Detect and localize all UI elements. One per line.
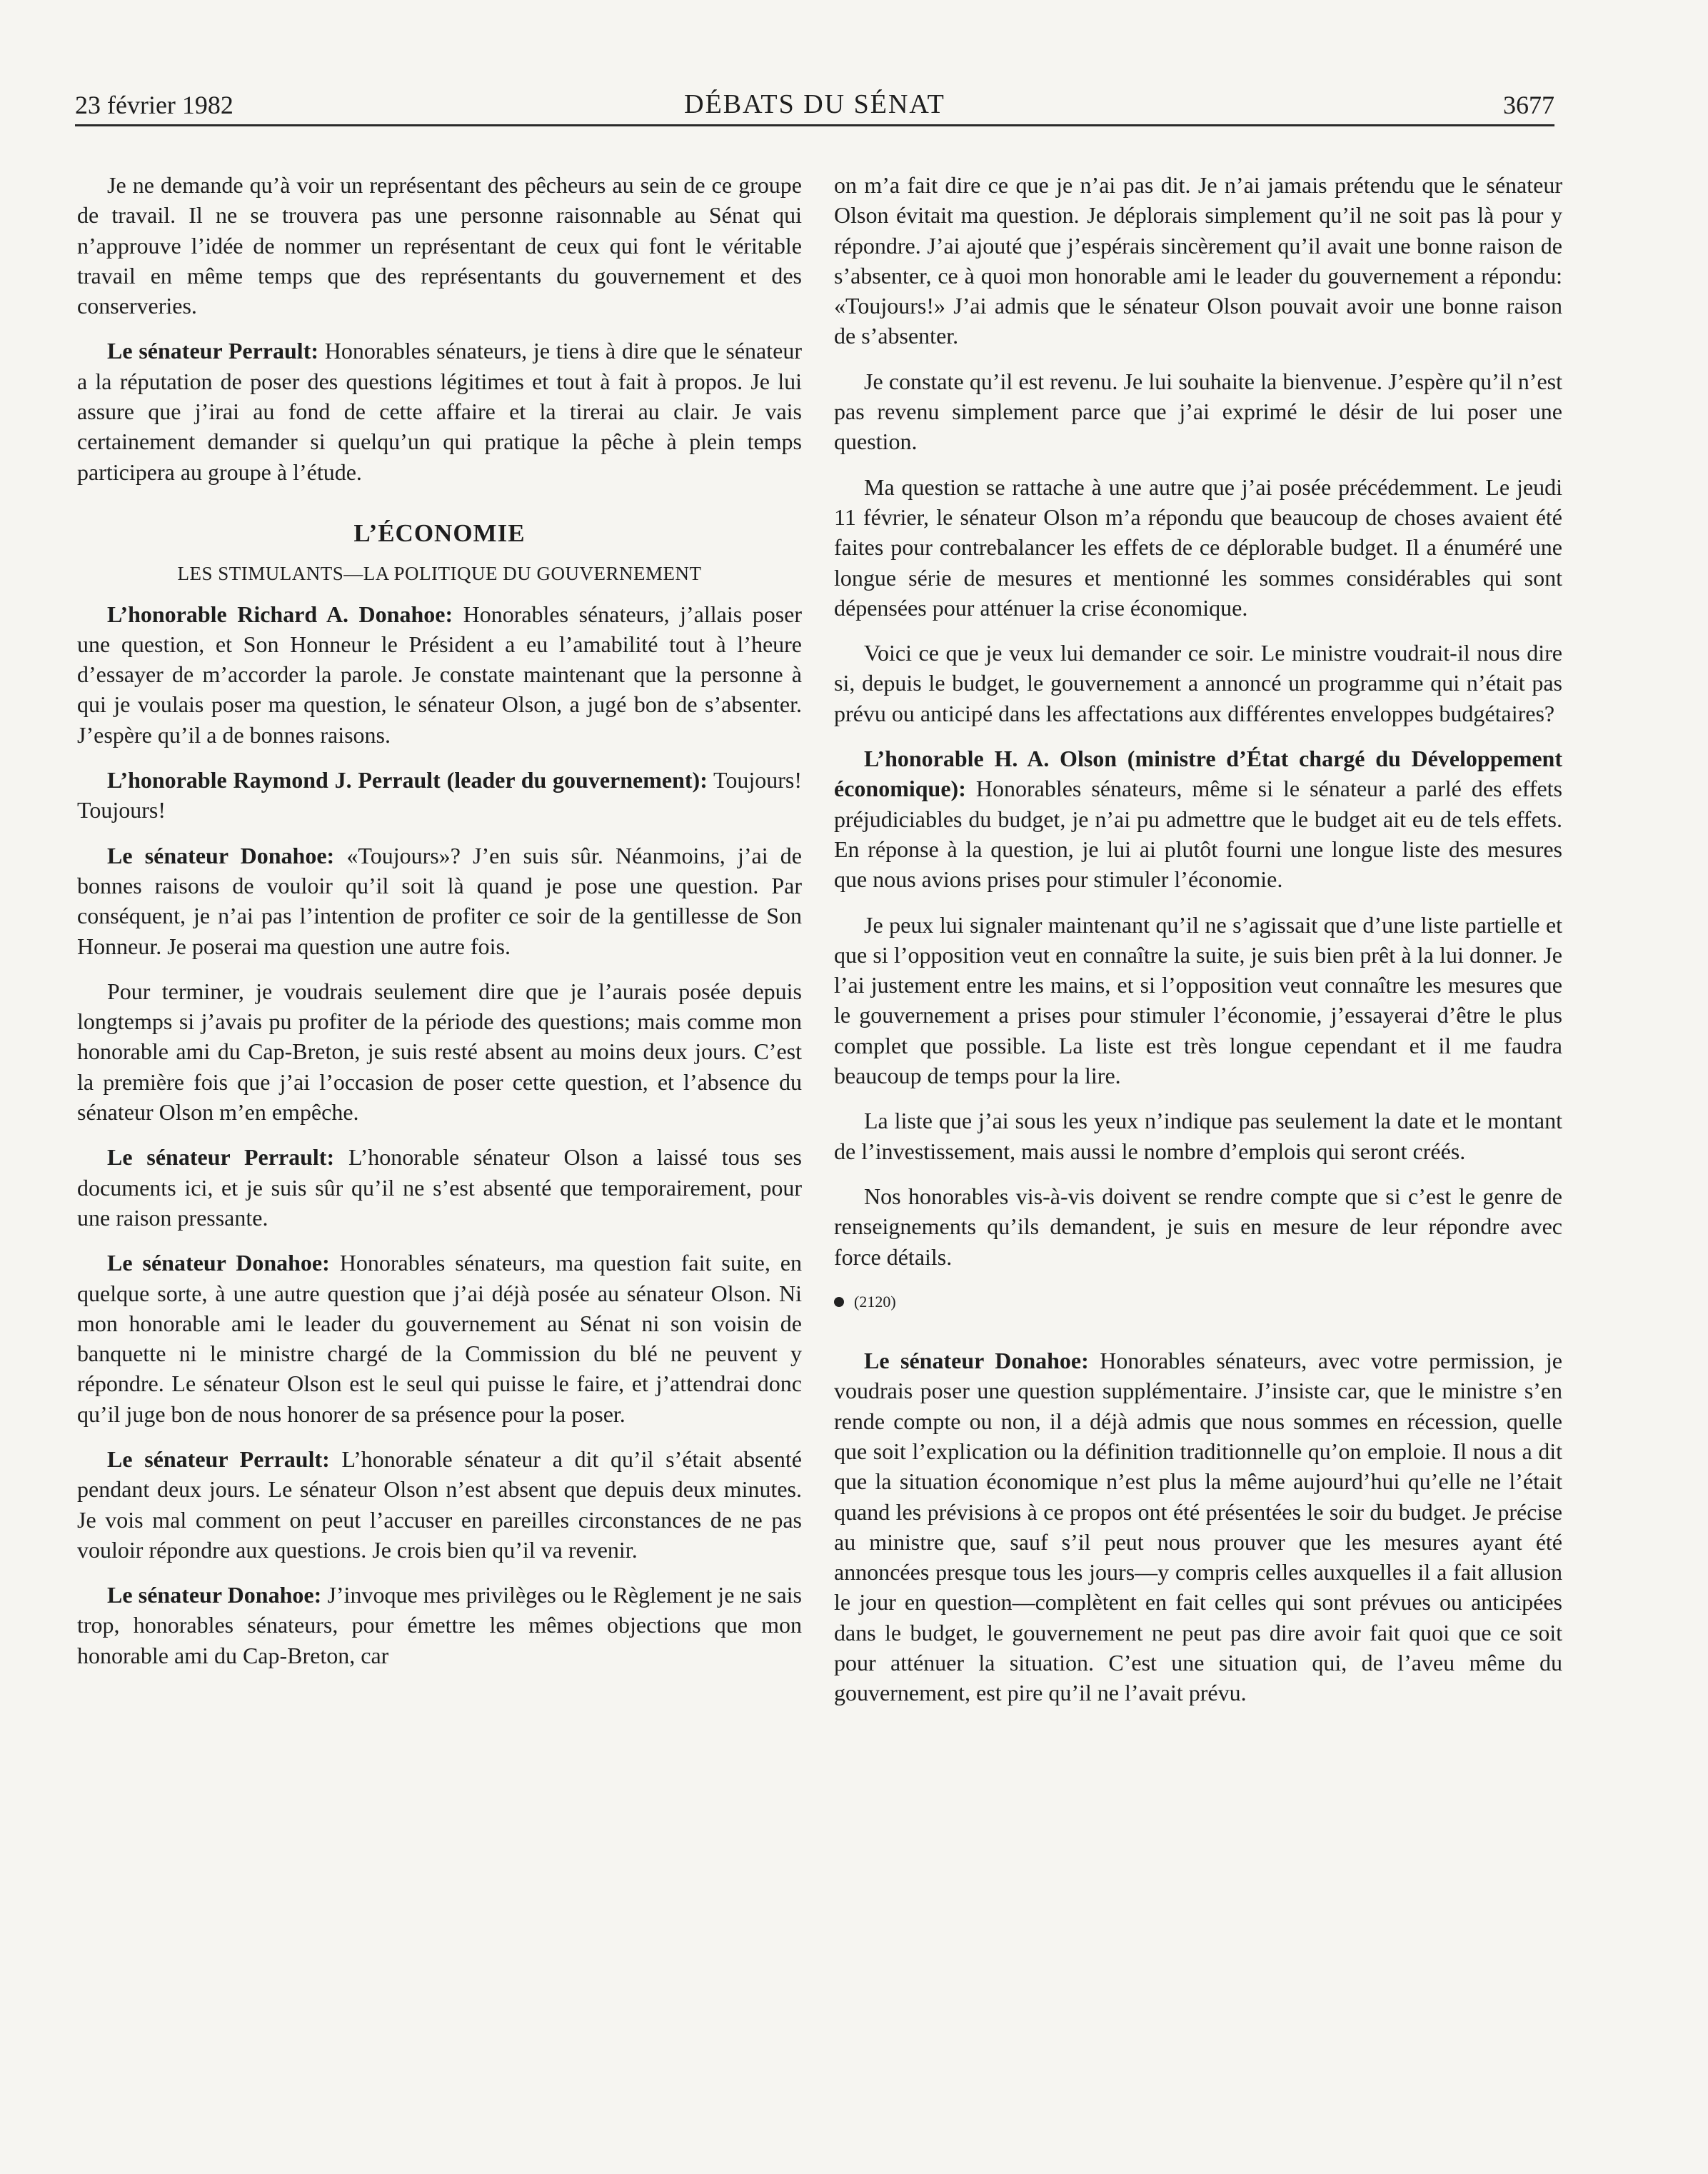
paragraph: [77, 1248, 802, 1429]
page-number: 3677: [1503, 91, 1554, 119]
speaker-name: L’honorable H. A. Olson (ministre d’État chargé du Développement économique):: [834, 746, 1562, 802]
bullet-icon: [834, 1297, 844, 1307]
paragraph-text: Honorables sénateurs, ma question fait suite, en quelque sorte, à une autre question que j’ai déjà posée au sénateur Olson. Ni mon honorable ami le leader du gouvernement au Sénat ni son voisin de banquette ni le ministre chargé de la Commission du blé ne peuvent y répondre. Le sénateur Olson est le seul qui puisse le faire, et j’attendrai donc qu’il juge bon de nous honorer de sa présence pour la poser.: [77, 1250, 803, 1427]
paragraph-text: L’honorable sénateur a dit qu’il s’était absenté pendant deux jours. Le sénateur Olson n’est absent que depuis deux minutes. Je vois mal comment on peut l’accuser en pareilles circonstances de ne pas vouloir répondre aux questions. Je crois bien qu’il va revenir.: [77, 1446, 803, 1563]
paragraph: [77, 976, 802, 1127]
paragraph: [834, 170, 1562, 351]
section-subtitle: LES STIMULANTS—LA POLITIQUE DU GOUVERNEMENT: [177, 563, 702, 585]
header-title: DÉBATS DU SÉNAT: [684, 89, 945, 119]
time-marker: [834, 1287, 1562, 1317]
paragraph: [834, 638, 1562, 728]
speaker-name: Le sénateur Donahoe:: [864, 1348, 1089, 1374]
speaker-name: Le sénateur Donahoe:: [107, 1250, 330, 1276]
speaker-name: L’honorable Raymond J. Perrault (leader du gouvernement):: [107, 767, 708, 793]
paragraph-text: «Toujours»? J’en suis sûr. Néanmoins, j’ai de bonnes raisons de vouloir qu’il soit là quand je pose une question. Par conséquent, je n’ai pas l’intention de profiter ce soir de la gentillesse de Son Honneur. Je poserai ma question une autre fois.: [77, 842, 803, 959]
paragraph: [834, 1106, 1562, 1166]
paragraph-text: on m’a fait dire ce que je n’ai pas dit. Je n’ai jamais prétendu que le sénateur Olson évitait ma question. Je déplorais simplement qu’il ne soit pas là pour y répondre. J’ai ajouté que j’espérais sincèrement qu’il avait une bonne raison de s’absenter, ce à quoi mon honorable ami le leader du gouvernement a répondu: «Toujours!» J’ai admis que le sénateur Olson pouvait avoir une bonne raison de s’absenter.: [834, 172, 1562, 349]
paragraph-text: Toujours! Toujours!: [77, 767, 803, 823]
speaker-name: Le sénateur Donahoe:: [107, 842, 335, 868]
section-title: L’ÉCONOMIE: [353, 519, 526, 547]
page-header: [75, 84, 1554, 126]
paragraph-text: La liste que j’ai sous les yeux n’indique pas seulement la date et le montant de l’investissement, mais aussi le nombre d’emplois qui seront créés.: [834, 1108, 1562, 1164]
paragraph-text: Honorables sénateurs, même si le sénateur a parlé des effets préjudiciables du budget, je n’ai pu admettre que le budget ait eu de tels effets. En réponse à la question, je lui ai plutôt fourni une longue liste des mesures que nous avions prises pour stimuler l’économie.: [834, 776, 1562, 893]
paragraph: [834, 366, 1562, 457]
paragraph: [77, 1444, 802, 1565]
speaker-name: L’honorable Richard A. Donahoe:: [107, 601, 453, 627]
paragraph: [77, 1142, 802, 1233]
right-column: [834, 170, 1562, 1723]
speaker-name: Le sénateur Perrault:: [107, 1144, 335, 1171]
paragraph-text: Nos honorables vis-à-vis doivent se rendre compte que si c’est le genre de renseignements qu’ils demandent, je suis en mesure de leur répondre avec force détails.: [834, 1183, 1562, 1270]
paragraph-text: Honorables sénateurs, avec votre permission, je voudrais poser une question supplémentaire. J’insiste car, que le ministre s’en rende compte ou non, il a déjà admis que nous sommes en récession, quelle que soit l’explication ou la définition traditionnelle qu’on emploie. Il nous a dit que la situation économique n’est plus la même aujourd’hui qu’elle ne l’était quand les prévisions à ce propos ont été présentées le soir du budget. Je précise au ministre que, sauf s’il peut nous prouver que les mesures ayant été annoncées presque tous les jours—y compris celles auxquelles il a fait allusion le jour en question—complètent en fait celles qui sont prévues ou anticipées dans le budget, le gouvernement ne peut pas dire avoir fait quoi que ce soit pour atténuer la situation. C’est une situation qui, de l’aveu même du gouvernement, est pire qu’il ne l’avait prévu.: [834, 1348, 1562, 1706]
paragraph-text: Honorables sénateurs, je tiens à dire que le sénateur a la réputation de poser des questions légitimes et tout à fait à propos. Je lui assure que j’irai au fond de cette affaire et la tirerai au clair. Je vais certainement demander si quelqu’un qui pratique la pêche à plein temps participera au groupe à l’étude.: [77, 338, 802, 485]
paragraph-text: Voici ce que je veux lui demander ce soir. Le ministre voudrait-il nous dire si, depuis le budget, le gouvernement a annoncé un programme qui n’était pas prévu ou anticipé dans les affectations aux différentes enveloppes budgétaires?: [834, 640, 1562, 726]
paragraph: [834, 743, 1562, 894]
paragraph: [834, 910, 1562, 1091]
paragraph: [77, 336, 802, 486]
header-date: 23 février 1982: [75, 91, 233, 119]
paragraph-text: Ma question se rattache à une autre que j’ai posée précédemment. Le jeudi 11 février, le sénateur Olson m’a répondu que beaucoup de choses avaient été faites pour contrebalancer les effets de ce déplorable budget. Il a énuméré une longue série de mesures et mentionné les sommes considérables qui sont dépensées pour atténuer la crise économique.: [834, 474, 1562, 621]
paragraph-text: Je ne demande qu’à voir un représentant des pêcheurs au sein de ce groupe de travail. Il ne se trouvera pas une personne raisonnable au Sénat qui n’approuve l’idée de nommer un représentant de ceux qui font le véritable travail en même temps que des représentants du gouvernement et des conserveries.: [77, 172, 802, 319]
paragraph-text: Pour terminer, je voudrais seulement dire que je l’aurais posée depuis longtemps si j’avais pu profiter de la période des questions; mais comme mon honorable ami du Cap-Breton, je suis resté absent au moins deux jours. C’est la première fois que j’ai l’occasion de poser cette question, et l’absence du sénateur Olson m’en empêche.: [77, 978, 802, 1126]
paragraph: [834, 472, 1562, 623]
speaker-name: Le sénateur Perrault:: [107, 338, 318, 364]
paragraph: [834, 1346, 1562, 1708]
speaker-name: Le sénateur Perrault:: [107, 1446, 330, 1472]
paragraph-text: Je constate qu’il est revenu. Je lui souhaite la bienvenue. J’espère qu’il n’est pas revenu simplement parce que j’ai exprimé le désir de lui poser une question.: [834, 368, 1562, 455]
paragraph-text: Honorables sénateurs, j’allais poser une question, et Son Honneur le Président a eu l’amabilité tout à l’heure d’essayer de m’accorder la parole. Je constate maintenant que la personne à qui je voulais poser ma question, le sénateur Olson, a jugé bon de s’absenter. J’espère qu’il a de bonnes raisons.: [77, 601, 803, 748]
speaker-name: Le sénateur Donahoe:: [107, 1582, 322, 1608]
paragraph: [77, 841, 802, 961]
paragraph-text: Je peux lui signaler maintenant qu’il ne s’agissait que d’une liste partielle et que si l’opposition veut en connaître la suite, je suis bien prêt à la lui donner. Je l’ai justement entre les mains, et si l’opposition veut connaître les mesures que le gouvernement a prises pour stimuler l’économie, j’essayerai d’être le plus complet que possible. La liste est très longue cependant et il me faudra beaucoup de temps pour la lire.: [834, 911, 1562, 1089]
paragraph: [77, 170, 802, 321]
paragraph-text: L’honorable sénateur Olson a laissé tous ses documents ici, et je suis sûr qu’il ne s’est absenté que temporairement, pour une raison pressante.: [77, 1144, 803, 1231]
paragraph: [77, 765, 802, 826]
paragraph-text: J’invoque mes privilèges ou le Règlement je ne sais trop, honorables sénateurs, pour émettre les mêmes objections que mon honorable ami du Cap-Breton, car: [77, 1582, 803, 1668]
paragraph: [77, 1580, 802, 1670]
paragraph: [77, 599, 802, 750]
time-marker-label: (2120): [854, 1292, 896, 1311]
left-column: [77, 170, 802, 1685]
paragraph: [834, 1181, 1562, 1272]
